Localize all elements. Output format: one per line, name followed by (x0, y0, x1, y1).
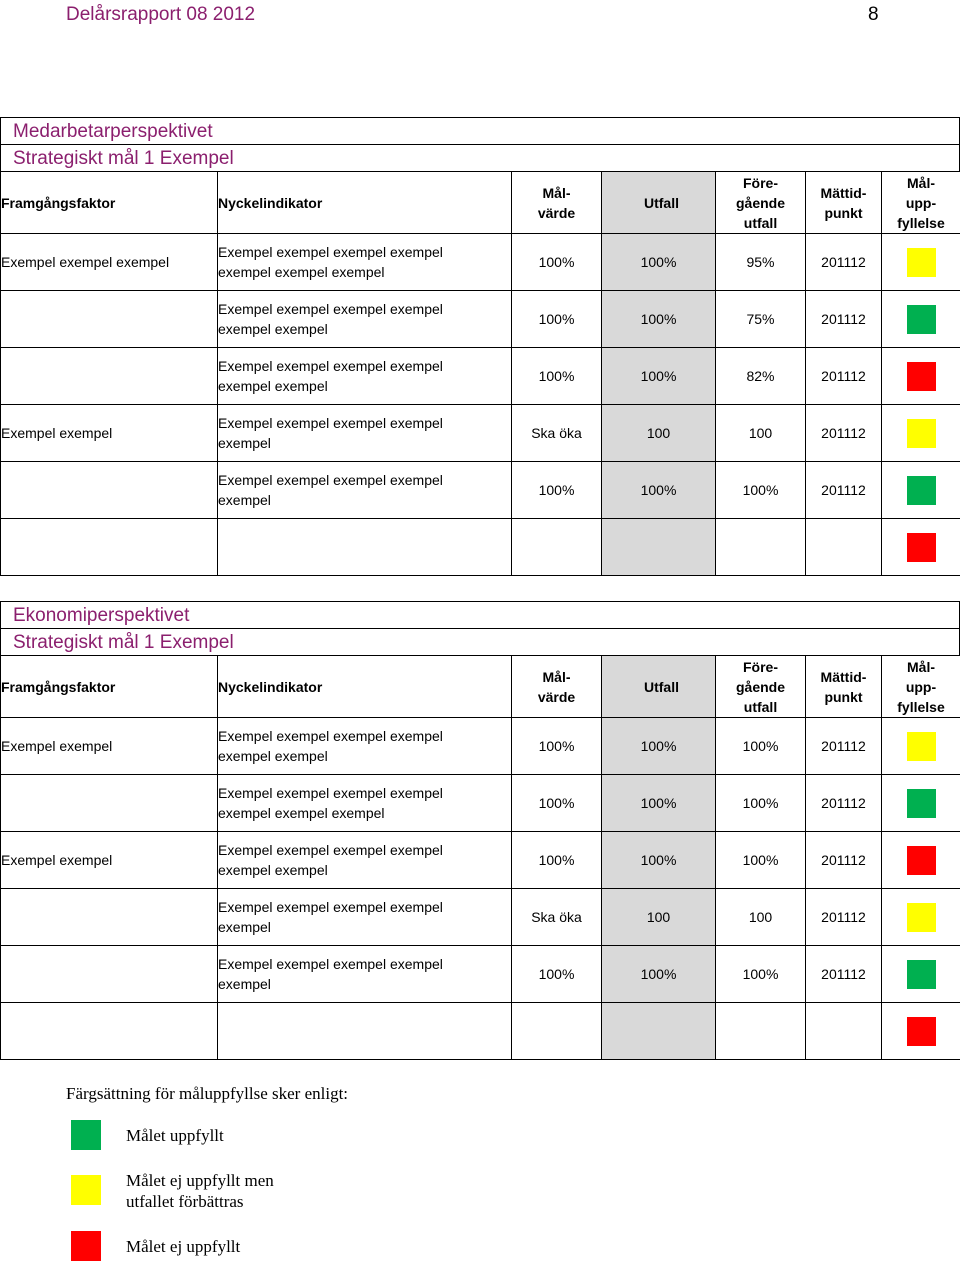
malvarde-cell: 100% (512, 775, 602, 832)
mattidpunkt-cell: 201112 (806, 348, 882, 405)
table-row (1, 405, 960, 462)
legend-label-green: Målet uppfyllt (126, 1126, 224, 1145)
header-foregaende-utfall: Före- gående utfall (716, 172, 806, 234)
malvarde-cell: 100% (512, 832, 602, 889)
utfall-cell: 100% (602, 291, 716, 348)
utfall-cell: 100% (602, 775, 716, 832)
legend-label-red: Målet ej uppfyllt (126, 1237, 241, 1256)
framgangsfaktor-cell: Exempel exempel (1, 405, 218, 462)
table-row (1, 946, 960, 1003)
header-malvarde: Mål- värde (512, 656, 602, 718)
utfall-cell: 100 (602, 405, 716, 462)
legend-title: Färgsättning för måluppfyllse sker enligt: (66, 1084, 349, 1103)
maluppfyllelse-cell (882, 775, 960, 832)
foregaende-cell (716, 1003, 806, 1060)
foregaende-cell: 100% (716, 718, 806, 775)
malvarde-cell: 100% (512, 348, 602, 405)
goal-table (0, 655, 960, 1060)
mattidpunkt-cell: 201112 (806, 775, 882, 832)
strategic-goal-title: Strategiskt mål 1 Exempel (0, 628, 960, 655)
maluppfyllelse-cell (882, 889, 960, 946)
page-header (0, 0, 960, 32)
maluppfyllelse-cell (882, 718, 960, 775)
maluppfyllelse-cell (882, 832, 960, 889)
utfall-cell (602, 1003, 716, 1060)
nyckelindikator-cell: Exempel exempel exempel exempel exempel exempel (218, 718, 512, 775)
status-indicator-red (907, 533, 936, 562)
table-row (1, 291, 960, 348)
document-title: Delårsrapport 08 2012 (66, 4, 256, 25)
table-row (1, 519, 960, 576)
maluppfyllelse-cell (882, 348, 960, 405)
status-indicator-green (907, 476, 936, 505)
foregaende-cell: 100% (716, 462, 806, 519)
legend-swatch-yellow (71, 1175, 101, 1205)
utfall-cell: 100% (602, 946, 716, 1003)
status-indicator-green (907, 305, 936, 334)
status-indicator-yellow (907, 419, 936, 448)
status-indicator-yellow (907, 903, 936, 932)
status-indicator-red (907, 846, 936, 875)
foregaende-cell: 100% (716, 775, 806, 832)
table-row (1, 462, 960, 519)
perspective-title: Medarbetarperspektivet (0, 117, 960, 144)
header-foregaende-utfall: Före- gående utfall (716, 656, 806, 718)
foregaende-cell: 82% (716, 348, 806, 405)
maluppfyllelse-cell (882, 519, 960, 576)
foregaende-cell (716, 519, 806, 576)
mattidpunkt-cell (806, 519, 882, 576)
nyckelindikator-cell: Exempel exempel exempel exempel exempel exempel exempel (218, 775, 512, 832)
status-indicator-green (907, 960, 936, 989)
utfall-cell: 100% (602, 718, 716, 775)
foregaende-cell: 100 (716, 889, 806, 946)
utfall-cell: 100% (602, 348, 716, 405)
foregaende-cell: 100% (716, 946, 806, 1003)
mattidpunkt-cell (806, 1003, 882, 1060)
maluppfyllelse-cell (882, 405, 960, 462)
utfall-cell: 100% (602, 234, 716, 291)
legend-swatch-green (71, 1120, 101, 1150)
utfall-cell: 100 (602, 889, 716, 946)
header-framgangsfaktor: Framgångsfaktor (1, 172, 218, 234)
foregaende-cell: 100% (716, 832, 806, 889)
table-header-row (1, 656, 960, 718)
framgangsfaktor-cell: Exempel exempel (1, 718, 218, 775)
framgangsfaktor-cell (1, 291, 218, 348)
maluppfyllelse-cell (882, 234, 960, 291)
header-nyckelindikator: Nyckelindikator (218, 172, 512, 234)
mattidpunkt-cell: 201112 (806, 889, 882, 946)
strategic-goal-title: Strategiskt mål 1 Exempel (0, 144, 960, 171)
nyckelindikator-cell: Exempel exempel exempel exempel exempel (218, 946, 512, 1003)
malvarde-cell: 100% (512, 718, 602, 775)
table-header-row (1, 172, 960, 234)
utfall-cell: 100% (602, 462, 716, 519)
legend-swatch-red (71, 1231, 101, 1261)
header-malvarde: Mål- värde (512, 172, 602, 234)
malvarde-cell: 100% (512, 946, 602, 1003)
malvarde-cell: 100% (512, 234, 602, 291)
maluppfyllelse-cell (882, 462, 960, 519)
framgangsfaktor-cell (1, 462, 218, 519)
table-row (1, 889, 960, 946)
header-mattidpunkt: Mättid- punkt (806, 172, 882, 234)
maluppfyllelse-cell (882, 946, 960, 1003)
table-row (1, 775, 960, 832)
header-mattidpunkt: Mättid- punkt (806, 656, 882, 718)
page-number: 8 (868, 4, 879, 25)
header-utfall: Utfall (602, 172, 716, 234)
table-row (1, 234, 960, 291)
header-framgangsfaktor: Framgångsfaktor (1, 656, 218, 718)
framgangsfaktor-cell: Exempel exempel (1, 832, 218, 889)
nyckelindikator-cell: Exempel exempel exempel exempel exempel (218, 405, 512, 462)
malvarde-cell: 100% (512, 291, 602, 348)
mattidpunkt-cell: 201112 (806, 291, 882, 348)
nyckelindikator-cell: Exempel exempel exempel exempel exempel exempel (218, 291, 512, 348)
status-indicator-red (907, 1017, 936, 1046)
header-nyckelindikator: Nyckelindikator (218, 656, 512, 718)
framgangsfaktor-cell (1, 519, 218, 576)
header-maluppfyllelse: Mål- upp- fyllelse (882, 172, 960, 234)
malvarde-cell: Ska öka (512, 889, 602, 946)
foregaende-cell: 75% (716, 291, 806, 348)
maluppfyllelse-cell (882, 1003, 960, 1060)
utfall-cell (602, 519, 716, 576)
legend-label-yellow: Målet ej uppfyllt men utfallet förbättras (126, 1171, 274, 1211)
nyckelindikator-cell: Exempel exempel exempel exempel exempel (218, 889, 512, 946)
header-utfall: Utfall (602, 656, 716, 718)
table-row (1, 832, 960, 889)
table-row (1, 348, 960, 405)
framgangsfaktor-cell: Exempel exempel exempel (1, 234, 218, 291)
status-indicator-yellow (907, 248, 936, 277)
utfall-cell: 100% (602, 832, 716, 889)
mattidpunkt-cell: 201112 (806, 234, 882, 291)
nyckelindikator-cell: Exempel exempel exempel exempel exempel exempel (218, 832, 512, 889)
nyckelindikator-cell: Exempel exempel exempel exempel exempel exempel (218, 348, 512, 405)
status-indicator-yellow (907, 732, 936, 761)
foregaende-cell: 100 (716, 405, 806, 462)
mattidpunkt-cell: 201112 (806, 946, 882, 1003)
framgangsfaktor-cell (1, 946, 218, 1003)
perspective-title: Ekonomiperspektivet (0, 601, 960, 628)
status-indicator-red (907, 362, 936, 391)
foregaende-cell: 95% (716, 234, 806, 291)
color-legend (0, 1080, 960, 1265)
goal-table (0, 171, 960, 576)
nyckelindikator-cell: Exempel exempel exempel exempel exempel (218, 462, 512, 519)
framgangsfaktor-cell (1, 775, 218, 832)
mattidpunkt-cell: 201112 (806, 405, 882, 462)
framgangsfaktor-cell (1, 889, 218, 946)
table-row (1, 718, 960, 775)
framgangsfaktor-cell (1, 348, 218, 405)
status-indicator-green (907, 789, 936, 818)
nyckelindikator-cell (218, 519, 512, 576)
table-row (1, 1003, 960, 1060)
header-maluppfyllelse: Mål- upp- fyllelse (882, 656, 960, 718)
mattidpunkt-cell: 201112 (806, 718, 882, 775)
maluppfyllelse-cell (882, 291, 960, 348)
perspective-section (0, 117, 960, 576)
nyckelindikator-cell: Exempel exempel exempel exempel exempel exempel exempel (218, 234, 512, 291)
perspective-section (0, 601, 960, 1060)
malvarde-cell (512, 519, 602, 576)
malvarde-cell (512, 1003, 602, 1060)
mattidpunkt-cell: 201112 (806, 462, 882, 519)
nyckelindikator-cell (218, 1003, 512, 1060)
malvarde-cell: 100% (512, 462, 602, 519)
framgangsfaktor-cell (1, 1003, 218, 1060)
malvarde-cell: Ska öka (512, 405, 602, 462)
mattidpunkt-cell: 201112 (806, 832, 882, 889)
